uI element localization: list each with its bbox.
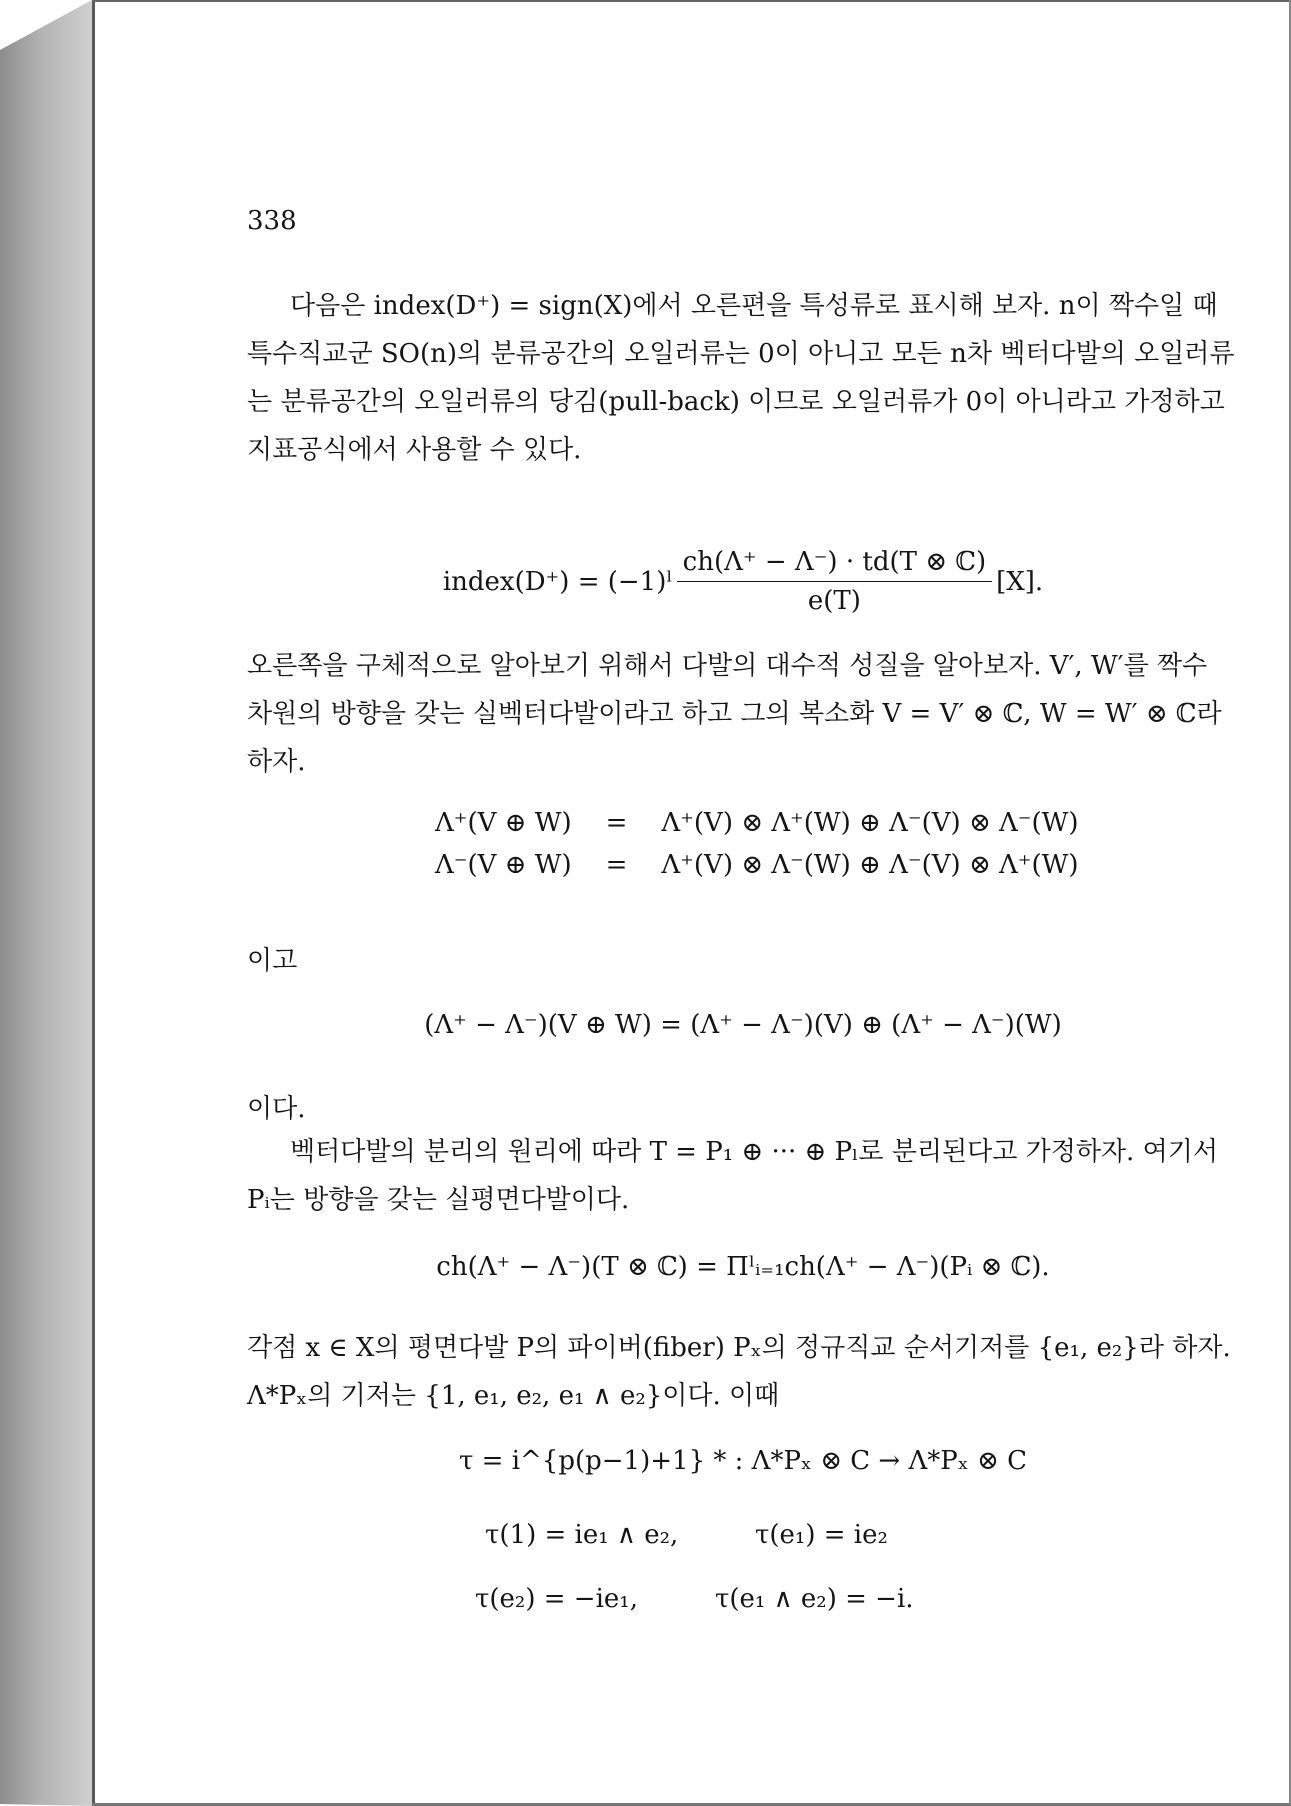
equation-index-lhs: index(D⁺) = (−1)ˡ [442, 566, 673, 597]
tau-value-e1: τ(e₁) = ie₂ [755, 1520, 888, 1550]
equation-denominator: e(T) [807, 586, 861, 616]
tau-value-e1e2: τ(e₁ ∧ e₂) = −i. [715, 1584, 914, 1614]
aligned-rhs: Λ⁺(V) ⊗ Λ⁺(W) ⊕ Λ⁻(V) ⊗ Λ⁻(W) [661, 808, 1079, 838]
book-spine [0, 0, 92, 1806]
equation-index-formula [247, 547, 1239, 616]
paragraph-basis: 각점 x ∈ X의 평면다발 P의 파이버(fiber) Pₓ의 정규직교 순서기저를 {e₁, e₂}라 하자. Λ*Pₓ의 기저는 {1, e₁, e₂, e₁ ∧ e₂}이다. 이때 [247, 1333, 1231, 1411]
equation-numerator: ch(Λ⁺ − Λ⁻) · td(T ⊗ ℂ) [677, 547, 992, 582]
paragraph-intro: 다음은 index(D⁺) = sign(X)에서 오른편을 특성류로 표시해 보자. n이 짝수일 때 특수직교군 SO(n)의 분류공간의 오일러류는 0이 아니고 모든 n차 벡터다발의 오일러류는 분류공간의 오일러류의 당김(pull-back) 이므로 오일러류가 0이 아니라고 가정하고 지표공식에서 사용할 수 있다. [247, 291, 1235, 465]
aligned-row-minus [435, 844, 1079, 886]
paragraph-splitting: 벡터다발의 분리의 원리에 따라 T = P₁ ⊕ ··· ⊕ Pₗ로 분리된다고 가정하자. 여기서 Pᵢ는 방향을 갖는 실평면다발이다. [247, 1137, 1218, 1215]
aligned-op: = [605, 808, 628, 838]
paragraph-algebraic: 오른쪽을 구체적으로 알아보기 위해서 다발의 대수적 성질을 알아보자. V′, W′를 짝수 차원의 방향을 갖는 실벡터다발이라고 하고 그의 복소화 V = V′ ⊗ ℂ, W = W′ ⊗ ℂ라 하자. [247, 651, 1222, 777]
aligned-lhs: Λ⁺(V ⊕ W) [435, 808, 572, 838]
equation-fraction [677, 547, 992, 616]
aligned-row-plus [435, 802, 1079, 844]
book-page [95, 2, 1289, 1803]
aligned-op: = [605, 850, 628, 880]
tau-value-1: τ(1) = ie₁ ∧ e₂, [485, 1520, 679, 1550]
word-is: 이다. [247, 1094, 306, 1124]
equation-difference: (Λ⁺ − Λ⁻)(V ⊕ W) = (Λ⁺ − Λ⁻)(V) ⊕ (Λ⁺ − Λ⁻)(W) [424, 1010, 1062, 1040]
tau-value-e2: τ(e₂) = −ie₁, [475, 1584, 638, 1614]
word-and: 이고 [247, 946, 298, 976]
equation-product: ch(Λ⁺ − Λ⁻)(T ⊗ ℂ) = Πˡᵢ₌₁ch(Λ⁺ − Λ⁻)(Pᵢ ⊗ ℂ). [436, 1252, 1050, 1282]
equation-tau: τ = i^{p(p−1)+1} * : Λ*Pₓ ⊗ C → Λ*Pₓ ⊗ C [459, 1446, 1027, 1476]
page-number: 338 [247, 206, 297, 236]
equation-index-rhs: [X]. [996, 566, 1044, 597]
aligned-equations [435, 802, 1079, 886]
aligned-lhs: Λ⁻(V ⊕ W) [435, 850, 572, 880]
aligned-rhs: Λ⁺(V) ⊗ Λ⁻(W) ⊕ Λ⁻(V) ⊗ Λ⁺(W) [661, 850, 1079, 880]
